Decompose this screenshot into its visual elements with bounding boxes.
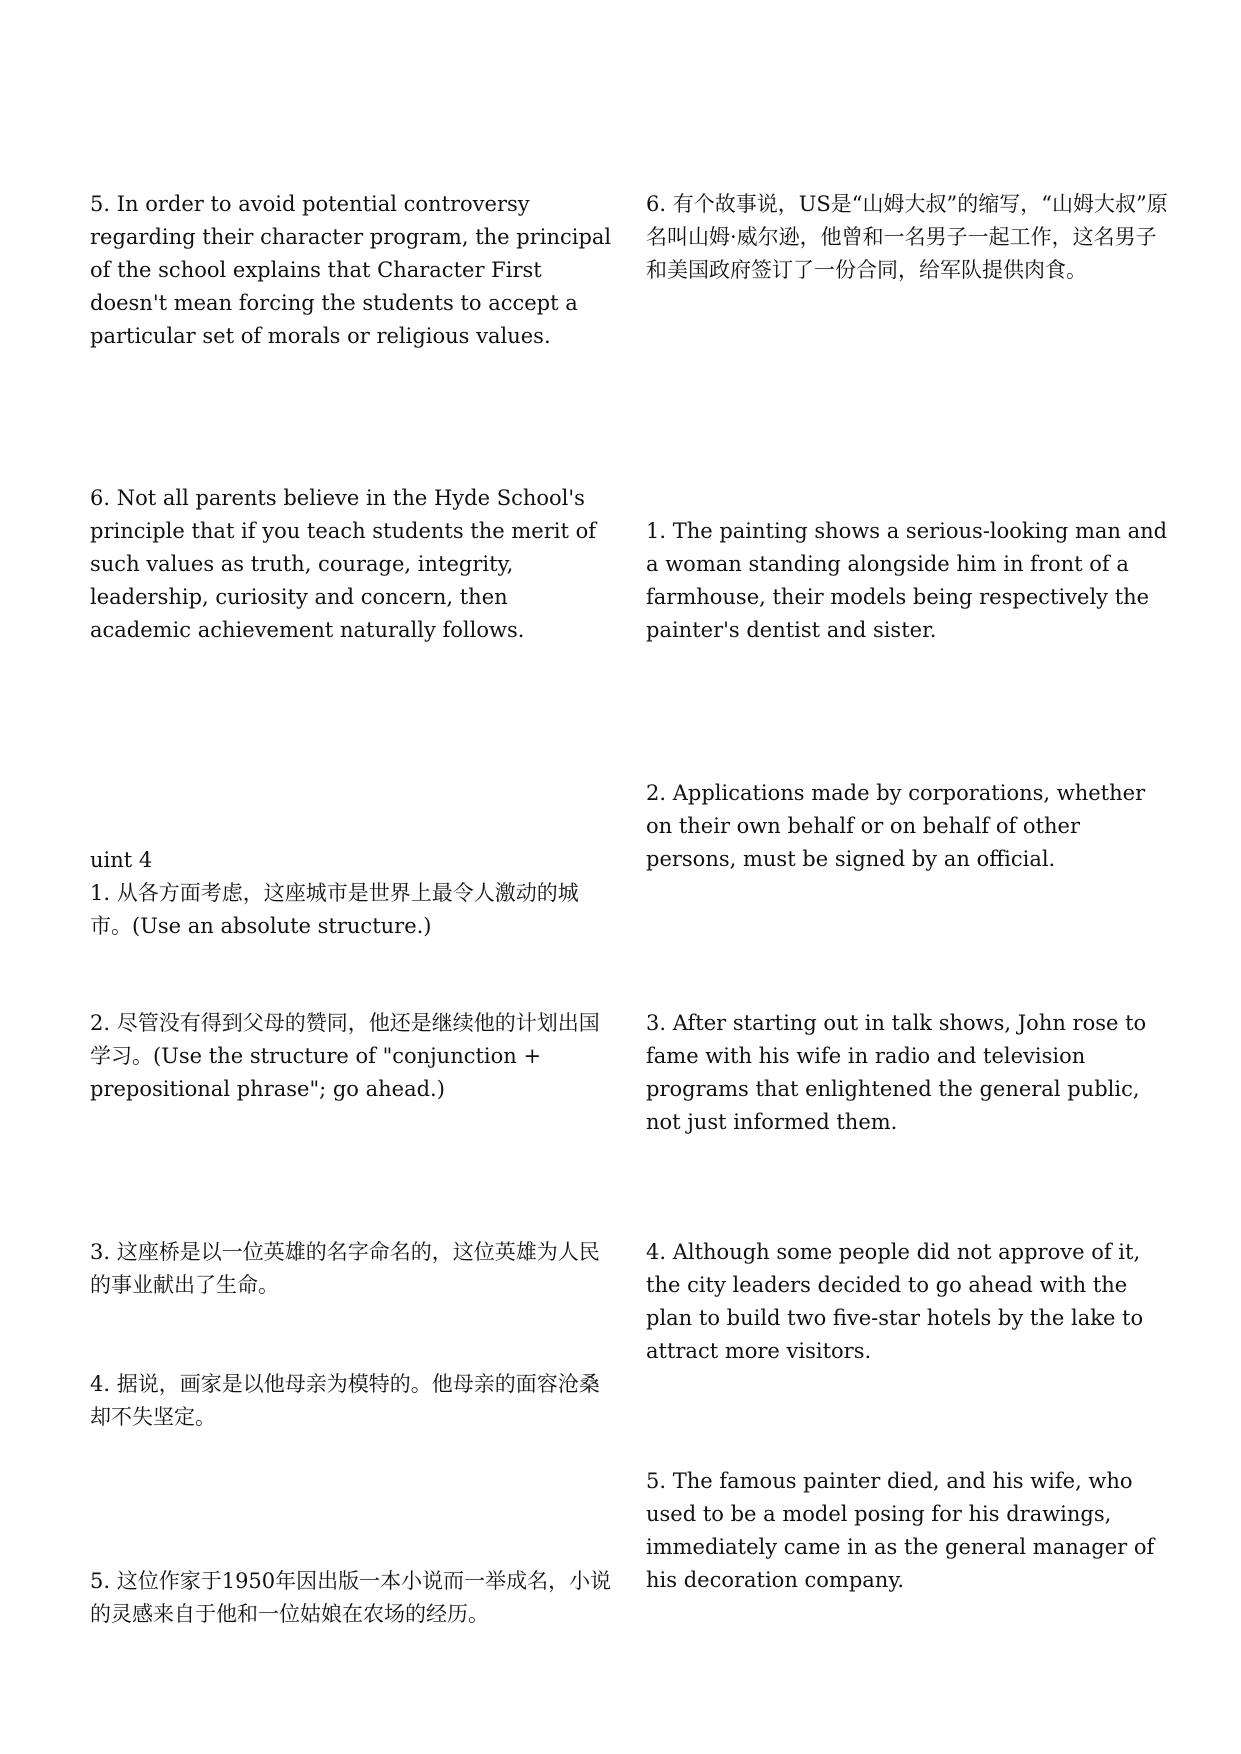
translation-item-chinese-4: 4. 据说，画家是以他母亲为模特的。他母亲的面容沧桑却不失坚定。 <box>90 1372 600 1429</box>
exercise-item-english-5: 5. In order to avoid potential controversy regarding their character program, the principal of the school explains that Character First doesn't mean forcing the students to accept a particular set of morals or religious values. <box>90 192 612 348</box>
unit-heading: uint 4 <box>90 848 153 872</box>
exercise-item-english-r1: 1. The painting shows a serious-looking man and a woman standing alongside him in front of a farmhouse, their models being respectively the painter's dentist and sister. <box>646 519 1168 642</box>
translation-item-chinese-2: 2. 尽管没有得到父母的赞同，他还是继续他的计划出国学习。(Use the structure of "conjunction + prepositional phrase"; go ahead.) <box>90 1011 600 1101</box>
exercise-item-english-r5: 5. The famous painter died, and his wife, who used to be a model posing for his drawings, immediately came in as the general manager of his decoration company. <box>646 1469 1155 1592</box>
exercise-item-english-r2: 2. Applications made by corporations, whether on their own behalf or on behalf of other persons, must be signed by an official. <box>646 781 1146 871</box>
exercise-item-english-r3: 3. After starting out in talk shows, John rose to fame with his wife in radio and television programs that enlightened the general public, not just informed them. <box>646 1011 1147 1134</box>
translation-item-chinese-5: 5. 这位作家于1950年因出版一本小说而一举成名，小说的灵感来自于他和一位姑娘在农场的经历。 <box>90 1569 612 1626</box>
exercise-item-english-6: 6. Not all parents believe in the Hyde School's principle that if you teach students the merit of such values as truth, courage, integrity, leadership, curiosity and concern, then academic achievement naturally follows. <box>90 486 596 642</box>
translation-item-chinese-6: 6. 有个故事说，US是“山姆大叔”的缩写，“山姆大叔”原名叫山姆·威尔逊，他曾和一名男子一起工作，这名男子和美国政府签订了一份合同，给军队提供肉食。 <box>646 192 1168 282</box>
translation-item-chinese-3: 3. 这座桥是以一位英雄的名字命名的，这位英雄为人民的事业献出了生命。 <box>90 1240 600 1297</box>
translation-item-chinese-1: 1. 从各方面考虑，这座城市是世界上最令人激动的城市。(Use an absolute structure.) <box>90 881 579 938</box>
exercise-item-english-r4: 4. Although some people did not approve of it, the city leaders decided to go ahead with the plan to build two five-star hotels by the lake to attract more visitors. <box>646 1240 1144 1363</box>
